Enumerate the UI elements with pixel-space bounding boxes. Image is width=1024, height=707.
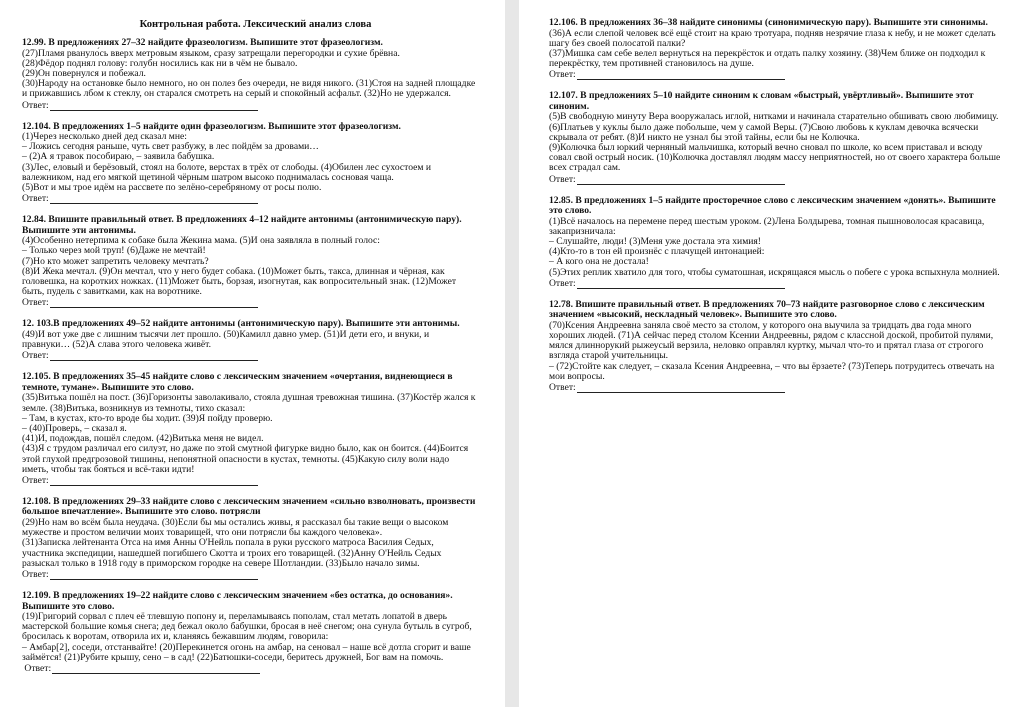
task-text-line: закапризничала: (549, 225, 616, 237)
task-text-line: (5)Этих реплик хватило для того, чтобы суматошная, искрящаяся мысль о побеге с урока вспыхнула молнией. (549, 266, 1000, 278)
answer-line (22, 663, 489, 674)
answer-label: Ответ: (22, 99, 49, 111)
answer-line (549, 174, 1004, 185)
task-heading: 12.78. Впишите правильный ответ. В предложениях 70–73 найдите разговорное слово с лексическим (549, 298, 985, 310)
answer-label: Ответ: (22, 569, 49, 580)
answer-label: Ответ: (22, 297, 49, 309)
task-text-line: совал свой острый носик. (10)Колючка доставлял людям массу неприятностей, но от своего характера больше (549, 152, 1001, 164)
task-text-line: (31)Записка лейтенанта Отса на имя Анны О'Нейль попала в руки русского матроса Василия Седых, (22, 537, 434, 549)
task-heading: синоним. (549, 100, 590, 112)
task-block (22, 591, 489, 674)
answer-blank[interactable] (577, 176, 785, 185)
answer-label: Ответ: (22, 663, 52, 675)
task-heading: темноте, тумане». Выпишите это слово. (22, 381, 194, 393)
task-block (549, 300, 1004, 393)
answer-line (22, 297, 489, 308)
task-heading: 12.104. В предложениях 1–5 найдите один фразеологизм. Выпишите этот фразеологизм. (22, 120, 401, 132)
answer-line (22, 350, 489, 361)
task-text-line: (43)Я с трудом различал его силуэт, но даже по этой смутной фигурке видно было, как он боится. (44)Боится (22, 443, 469, 455)
task-block (22, 372, 489, 486)
task-text-line: – Ложись сегодня раньше, чуть свет разбужу, в лес пойдём за дровами… (22, 141, 319, 153)
task-heading: 12. 103.В предложениях 49–52 найдите антонимы (антонимическую пару). Выпишите эти антонимы. (22, 318, 460, 330)
task-text-line: займётся! (21)Рубите крышу, сено – в сад! (22)Батюшки-соседи, беритесь дружней, Бог вам на помочь. (22, 651, 444, 663)
task-text-line: (70)Ксения Андреевна заняла своё место за столом, у которого она выучила за тридцать два года много (549, 319, 972, 331)
answer-blank[interactable] (50, 299, 258, 308)
task-text-line: мужестве и простом величии моих товарищей, что они потрясли бы каждого человека». (22, 527, 383, 539)
answer-label: Ответ: (549, 173, 576, 185)
task-text-line: валежником, над его мягкой щетиной чёрным шатром высоко поднималась сосновая чаща. (22, 171, 394, 183)
task-heading: 12.106. В предложениях 36–38 найдите синонимы (синонимическую пару). Выпишите эти синонимы. (549, 17, 988, 28)
task-text-line: шагу без своей полосатой палки? (549, 37, 686, 49)
task-heading: 12.99. В предложениях 27–32 найдите фразеологизм. Выпишите этот фразеологизм. (22, 37, 383, 48)
task-text-line: (36)А если слепой человек всё ещё стоит на краю тротуара, подняв незрячие глаза к небу, и не может сделать (549, 27, 996, 39)
task-text-line: – Там, в кустах, кто-то вроде бы ходит. (39)Я пойду проверю. (22, 412, 273, 424)
task-heading: 12.105. В предложениях 35–45 найдите слово с лексическим значением «очертания, виднеющиеся в (22, 371, 453, 383)
task-text-line: мастерской большие комья снега; дед бежал около бабушки, бросая в неё снегом; она сунула бутыль в сугроб, (22, 621, 472, 633)
task-text-line: (37)Мишка сам себе велел вернуться на перекрёсток и отдать палку хозяину. (38)Чем ближе он подходил к (549, 47, 986, 59)
task-text-line: (8)И Жека мечтал. (9)Он мечтал, что у него будет собака. (10)Может быть, такса, длинная и чёрная, как (22, 265, 445, 277)
answer-blank[interactable] (50, 102, 258, 111)
answer-line (549, 278, 1004, 289)
task-block (22, 215, 489, 308)
task-block (22, 38, 489, 111)
task-text-line: и прижавшись лбом к стеклу, он старался смотреть на серый и спокойный асфальт. (32)Но не удержался. (22, 88, 451, 100)
task-heading: 12.84. Впишите правильный ответ. В предложениях 4–12 найдите антонимы (антонимическую пару). (22, 214, 462, 226)
task-text-line: (4)Особенно нетерпима к собаке была Жекина мама. (5)И она заявляла в полный голос: (22, 235, 380, 247)
task-text-line: (28)Фёдор поднял голову: голубн носились как ни в чём не бывало. (22, 57, 298, 69)
task-text-line: всех страдал сам. (549, 162, 621, 174)
answer-label: Ответ: (549, 277, 576, 289)
answer-label: Ответ: (22, 474, 49, 486)
task-text-line: земле. (38)Витька, возникнув из темноты, тихо сказал: (22, 402, 246, 414)
task-heading: 12.109. В предложениях 19–22 найдите слово с лексическим значением «без остатка, до основания». (22, 590, 453, 601)
task-text-line: (29)Но нам во всём была неудача. (30)Если бы мы остались живы, я рассказал бы такие вещи о высоком (22, 516, 449, 528)
task-text-line: (5)Вот и мы трое идём на рассвете по зелёно-серебряному от росы полю. (22, 182, 322, 194)
task-text-line: взгляда старой учительницы. (549, 350, 669, 362)
task-heading: Выпишите это слово. (22, 600, 115, 612)
task-text-line: этой глухой предгрозовой тишины, непонятной опасности в кустах, темноты. (45)Какую силу воли надо (22, 453, 450, 465)
task-text-line: (29)Он повернулся и побежал. (22, 67, 146, 79)
task-text-line: (1)Всё началось на перемене перед шестым уроком. (2)Лена Болдырева, томная пышноволосая красавица, (549, 215, 985, 227)
task-text-line: мялся длиннорукий рыжеусый верзила, неловко оправлял куртку, мычал что-то и прятал глаза от строгого (549, 340, 984, 352)
answer-blank[interactable] (577, 384, 785, 393)
answer-line (22, 569, 489, 580)
task-block (22, 122, 489, 205)
document-page-left (0, 0, 505, 707)
answer-blank[interactable] (52, 665, 260, 674)
task-text-line: (41)И, подождав, пошёл следом. (42)Витька меня не видел. (22, 433, 264, 445)
task-heading: 12.108. В предложениях 29–33 найдите слово с лексическим значением «сильно взволновать, произвести (22, 495, 476, 507)
answer-blank[interactable] (577, 71, 785, 80)
document-title: Контрольная работа. Лексический анализ слова (139, 19, 372, 30)
answer-line (22, 193, 489, 204)
task-text-line: (27)Пламя рвануло́сь вверх метровым языком, сразу затрещали перегородки и сухие брёвна. (22, 47, 400, 59)
task-text-line: – (72)Стойте как следует, – сказала Ксения Андреевна, – что вы ёрзаете? (73)Теперь потрудитесь отвечать на (549, 360, 995, 372)
task-text-line: (49)И вот уже две с лишним тысячи лет прошло. (50)Камилл давно умер. (51)И дети его, и внуки, и (22, 328, 430, 340)
task-text-line: (5)В свободную минуту Вера вооружалась иглой, нитками и начинала старательно обшивать свою любимицу. (549, 111, 999, 123)
task-text-line: участника экспедиции, нашедшей погибшего Скотта и троих его товарищей. (32)Анну О'Нейль Седых (22, 547, 442, 559)
task-text-line: разыскал только в 1918 году в приморском городке на севере Шотландии. (33)Было начало зимы. (22, 557, 420, 569)
task-text-line: бросилась к воротам, отворила их и, кланяясь бежавшим людям, говорила: (22, 631, 329, 643)
task-block (549, 196, 1004, 289)
task-text-line: (30)Народу на остановке было немного, но он полез без очереди, не видя никого. (31)Стоя на задней площадке (22, 78, 476, 90)
task-text-line: – Амбар[2], соседи, отстанвайте! (20)Перекинется огонь на амбар, на сеновал – наше всё дотла сгорит и ваше (22, 641, 471, 653)
task-heading: это слово. (549, 205, 592, 217)
answer-blank[interactable] (50, 571, 258, 580)
left-task-list (22, 38, 489, 674)
answer-line (22, 475, 489, 486)
task-text-line: иметь, чтобы так бояться и всё-таки идти! (22, 463, 195, 475)
task-text-line: перекрёстку, тем противней становилось на душе. (549, 58, 754, 70)
document-page-right (519, 0, 1024, 707)
task-text-line: (7)Но кто может запретить человеку мечтать? (22, 255, 209, 267)
task-heading: большое впечатление». Выпишите это слово. потрясли (22, 506, 261, 518)
answer-line (549, 382, 1004, 393)
task-text-line: (1)Через несколько дней дед сказал мне: (22, 131, 187, 143)
task-block (22, 319, 489, 361)
task-text-line: – (40)Проверь, – сказал я. (22, 422, 127, 434)
answer-line (22, 100, 489, 111)
answer-blank[interactable] (577, 280, 785, 289)
answer-label: Ответ: (22, 193, 49, 205)
answer-blank[interactable] (50, 352, 258, 361)
task-text-line: – (2)А я травок пособираю, – заявила бабушка. (22, 151, 215, 163)
task-text-line: скрывала от ребят. (8)И никто не узнал бы этой тайны, если бы не Колючка. (549, 131, 860, 143)
task-text-line: головешка, на коротких ножках. (11)Может быть, борзая, изогнутая, как вопросительный знак. (12)Может (22, 276, 457, 288)
task-text-line: (3)Лес, еловый и берёзовый, стоял на болоте, верстах в трёх от слободы. (4)Обилен лес сухостоем и (22, 161, 431, 173)
task-text-line: – Слушайте, люди! (3)Меня уже достала эта химия! (549, 235, 762, 247)
right-task-list (549, 18, 1004, 393)
answer-blank[interactable] (50, 477, 258, 486)
task-text-line: (4)Кто-то в тон ей произнёс с плачущей интонацией: (549, 246, 765, 258)
task-heading: значением «высокий, нескладный человек». Выпишите это слово. (549, 309, 837, 321)
task-text-line: – Только через мой труп! (6)Даже не мечтай! (22, 245, 206, 257)
task-text-line: – А кого она не достала! (549, 256, 649, 268)
answer-label: Ответ: (549, 381, 576, 393)
task-heading: 12.85. В предложениях 1–5 найдите просторечное слово с лексическим значением «донять». Выпишите (549, 194, 996, 206)
task-text-line: (6)Платьев у куклы было даже побольше, чем у самой Веры. (7)Свою любовь к куклам девочка всячески (549, 121, 979, 133)
task-text-line: (19)Григорий сорвал с плеч её тлевшую попону и, переламываясь пополам, стал метать лопатой в дверь (22, 611, 448, 622)
answer-line (549, 69, 1004, 80)
task-text-line: (9)Колючка был юркий черняный мальчишка, который вечно сновал по школе, ко всем приставал и всюду (549, 141, 983, 153)
task-text-line: быть, пудель с завитками, как на воротнике. (22, 286, 202, 298)
answer-blank[interactable] (50, 195, 258, 204)
task-text-line: хороших людей. (71)А сейчас перед столом Ксении Андреевны, рядом с классной доской, пробитой пулями, (549, 329, 994, 341)
task-text-line: мои вопросы. (549, 370, 605, 382)
task-block (549, 91, 1004, 184)
answer-label: Ответ: (549, 69, 576, 81)
task-text-line: правнуки… (52)А слава этого человека живёт. (22, 339, 211, 351)
task-heading: 12.107. В предложениях 5–10 найдите синоним к словам «быстрый, увёртливый». Выпишите этот (549, 90, 974, 102)
task-block (22, 497, 489, 580)
task-text-line: (35)Витька пошёл на пост. (36)Горизонты заволакивало, стояла душная тревожная тишина. (37)Костёр жался к (22, 392, 476, 404)
task-block (549, 18, 1004, 80)
task-heading: Выпишите эти антонимы. (22, 224, 136, 236)
answer-label: Ответ: (22, 350, 49, 362)
